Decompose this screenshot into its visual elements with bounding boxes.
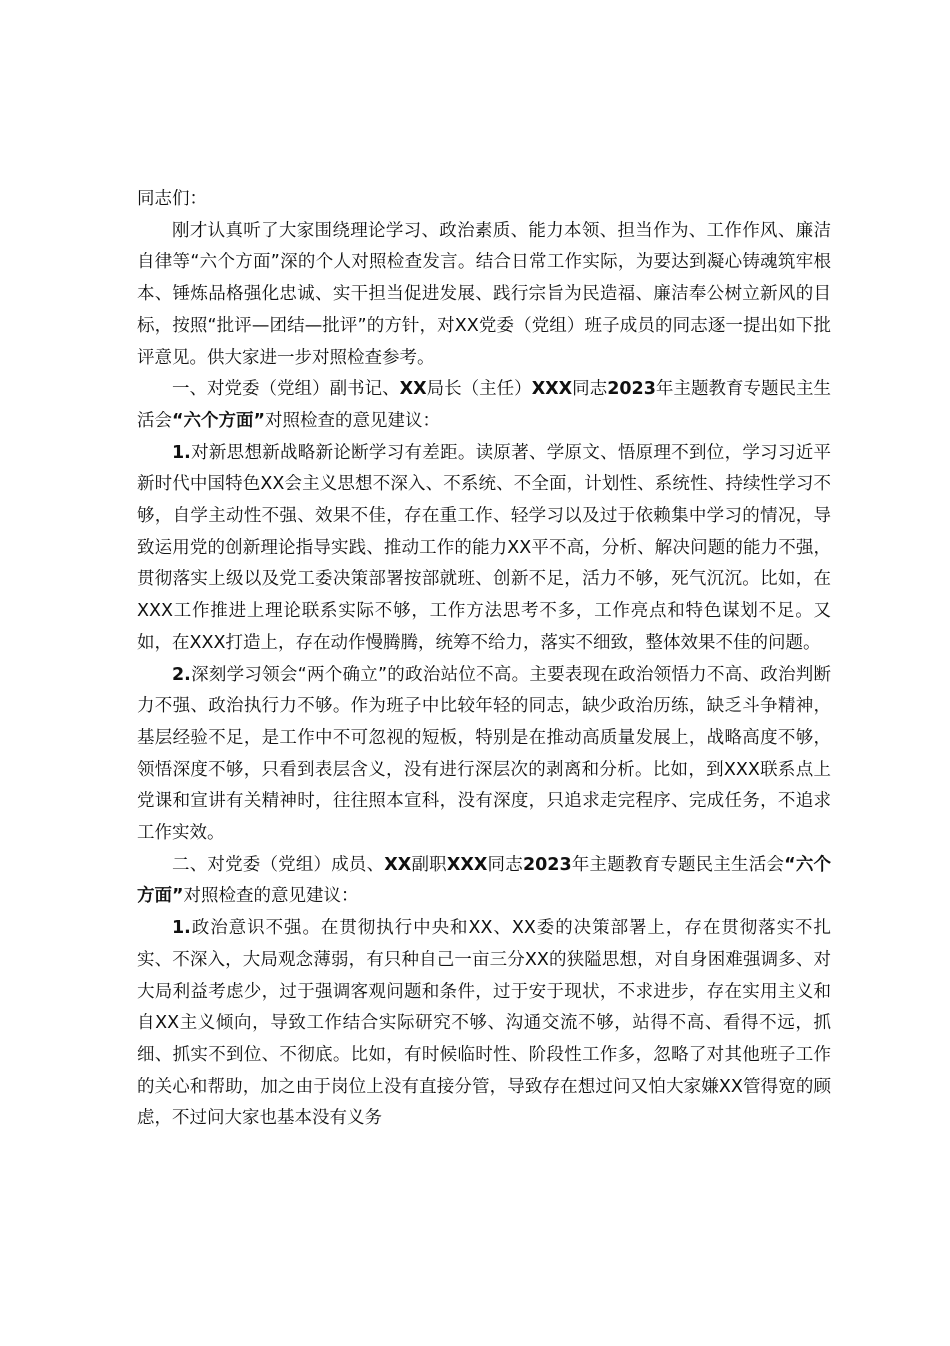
section-2-heading-bold: XXX [446,854,488,875]
salutation: 同志们： [137,189,207,209]
section-1-heading-part: 对照检查的意见建议： [265,410,441,431]
section-2-heading-bold: 2023 [522,854,572,875]
section-1-heading-bold: XXX [531,379,573,400]
item-text: 对新思想新战略新论断学习有差距。读原著、学原文、悟原理不到位，学习习近平新时代中国特色XX会主义思想不深入、不系统、不全面，计划性、系统性、持续性学习不够，自学主动性不强、效果不佳，存在重工作、轻学习以及过于依赖集中学习的情况，导致运用党的创新理论指导实践、推动工作的能力XX平不高，分析、解决问题的能力不强，贯彻落实上级以及党工委决策部署按部就班、创新不足，活力不够，死气沉沉。比如，在XXX工作推进上理论联系实际不够，工作方法思考不多，工作亮点和特色谋划不足。又如，在XXX打造上，存在动作慢腾腾，统筹不给力，落实不细致，整体效果不佳的问题。 [137,442,831,653]
section-1-heading-part: 同志 [572,379,608,400]
section-2-heading-part: 同志 [487,854,523,875]
intro-paragraph: 刚才认真听了大家围绕理论学习、政治素质、能力本领、担当作为、工作作风、廉洁自律等“六个方面”深的个人对照检查发言。结合日常工作实际，为要达到凝心铸魂筑牢根本、锤炼品格强化忠诚、实干担当促进发展、践行宗旨为民造福、廉洁奉公树立新风的目标，按照“批评—团结—批评”的方针，对XX党委（党组）班子成员的同志逐一提出如下批评意见。供大家进一步对照检查参考。 [137,220,831,368]
item-number: 2. [172,664,191,685]
item-text: 政治意识不强。在贯彻执行中央和XX、XX委的决策部署上，存在贯彻落实不扎实、不深入，大局观念薄弱，有只种自己一亩三分XX的狭隘思想，对自身困难强调多、对大局利益考虑少，过于强调客观问题和条件，过于安于现状，不求进步，存在实用主义和自XX主义倾向，导致工作结合实际研究不够、沟通交流不够，站得不高、看得不远，抓细、抓实不到位、不彻底。比如，有时候临时性、阶段性工作多，忽略了对其他班子工作的关心和帮助，加之由于岗位上没有直接分管，导致存在想过问又怕大家嫌XX管得宽的顾虑，不过问大家也基本没有义务 [137,918,831,1129]
section-1-heading-part: 局长（主任） [426,379,532,400]
section-2-heading-part: 副职 [411,854,447,875]
section-2-heading-part: 年主题教育专题民主生活会 [571,854,785,875]
section-2-heading [137,850,831,913]
section-1-item-1 [137,438,831,660]
section-2-heading-part: 二、对党委（党组）成员、 [172,854,385,875]
section-1-item-2 [137,660,831,850]
item-text: 深刻学习领会“两个确立”的政治站位不高。主要表现在政治领悟力不高、政治判断力不强、政治执行力不够。作为班子中比较年轻的同志，缺少政治历练，缺乏斗争精神，基层经验不足，是工作中不可忽视的短板，特别是在推动高质量发展上，战略高度不够，领悟深度不够，只看到表层含义，没有进行深层次的剥离和分析。比如，到XXX联系点上党课和宣讲有关精神时，往往照本宣科，没有深度，只追求走完程序、完成任务，不追求工作实效。 [137,664,831,844]
section-1-heading [137,374,831,437]
section-2-heading-bold: “六个方面” [137,854,832,907]
section-1-heading-bold: “六个方面” [172,410,266,431]
document-body [137,184,831,1135]
section-1-heading-bold: 2023 [607,379,656,400]
section-1-heading-part: 年主题教育专题民主生活会 [137,379,832,431]
section-2-item-1 [137,913,831,1135]
section-2-heading-part: 对照检查的意见建议： [183,886,359,907]
item-number: 1. [172,442,191,463]
section-1-heading-part: 一、对党委（党组）副书记、 [172,379,400,400]
section-2-heading-bold: XX [384,854,412,875]
item-number: 1. [172,918,191,939]
section-1-heading-bold: XX [399,379,427,400]
